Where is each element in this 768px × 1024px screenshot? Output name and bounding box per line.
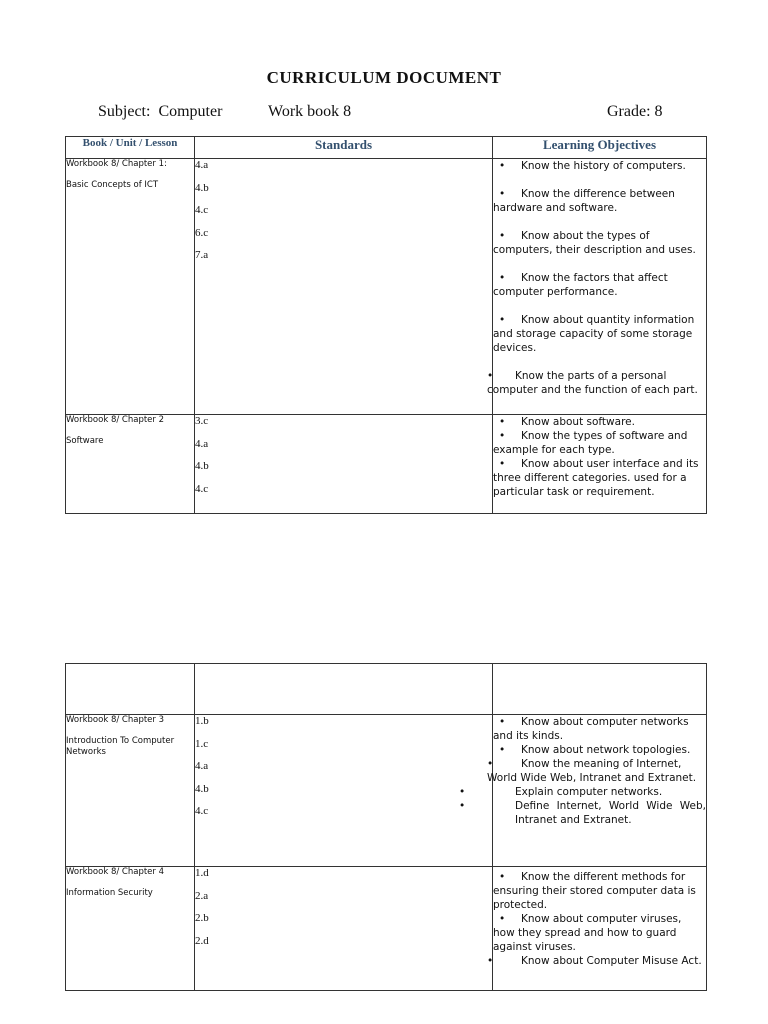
bullet-icon: • (499, 160, 506, 172)
objective-item: • Know the factors that affect computer performance. (493, 272, 668, 298)
standards-cell (195, 415, 493, 514)
bullet-icon: • (459, 786, 466, 798)
standard-code: 3.c (195, 415, 209, 427)
bullet-icon: • (487, 955, 494, 967)
curriculum-table-page-1 (65, 136, 707, 514)
objective-item: • Know about network topologies. (493, 743, 706, 757)
objective-item: • Know the meaning of Internet, World Wide Web, Intranet and Extranet. (487, 758, 697, 784)
lesson-cell (66, 715, 195, 867)
objective-item: • Know about quantity information and storage capacity of some storage devices. (493, 314, 695, 354)
table-header-row (66, 137, 707, 159)
column-header-standards: Standards (195, 137, 493, 159)
standard-code: 4.c (195, 482, 209, 495)
lesson-topic: Basic Concepts of ICT (66, 180, 159, 190)
objective-item: • Explain computer networks. (459, 786, 663, 798)
objective-item: • Know the different methods for ensuring their stored computer data is protected. (493, 871, 696, 911)
lesson-chapter: Workbook 8/ Chapter 4 (66, 867, 165, 877)
objective-item: • Define Internet, World Wide Web, Intranet and Extranet. (459, 800, 706, 826)
grade-label: Grade: 8 (607, 103, 663, 120)
standard-code: 4.a (195, 437, 209, 450)
lesson-cell (66, 867, 195, 991)
standard-code: 4.c (195, 204, 209, 216)
standard-code: 4.a (195, 159, 209, 171)
standards-cell (195, 715, 493, 867)
objective-item: • Know about computer networks and its kinds. (493, 716, 689, 742)
standard-code: 4.b (195, 460, 209, 472)
standard-code: 4.b (195, 181, 209, 194)
bullet-icon: • (499, 744, 506, 756)
workbook-label: Work book 8 (268, 103, 352, 120)
column-header-lesson: Book / Unit / Lesson (66, 137, 195, 159)
lesson-chapter: Workbook 8/ Chapter 3 (66, 715, 165, 725)
standard-code: 1.d (195, 867, 209, 879)
standard-code: 4.a (195, 760, 209, 772)
standards-cell (195, 159, 493, 415)
subject-line (98, 103, 352, 121)
bullet-icon: • (499, 913, 506, 925)
bullet-icon: • (499, 458, 506, 470)
objectives-cell (459, 715, 707, 867)
standard-code: 2.b (195, 912, 209, 924)
standard-code: 4.b (195, 782, 209, 795)
bullet-icon: • (499, 416, 506, 428)
lesson-topic: Information Security (66, 888, 153, 898)
lesson-topic: Software (66, 436, 104, 446)
curriculum-table-page-2 (65, 663, 707, 991)
empty-cell (195, 664, 493, 715)
lesson-cell (66, 159, 195, 415)
lesson-chapter: Workbook 8/ Chapter 1: (66, 159, 167, 169)
table-row (66, 715, 707, 867)
document-title: CURRICULUM DOCUMENT (266, 68, 502, 87)
standard-code: 7.a (195, 249, 209, 261)
objectives-cell (493, 415, 707, 514)
table-row (66, 159, 707, 415)
standards-cell (195, 867, 493, 991)
standard-code: 6.c (195, 226, 209, 239)
bullet-icon: • (459, 800, 466, 812)
standard-code: 1.c (195, 737, 209, 750)
empty-header-row (66, 664, 707, 715)
standard-code: 4.c (195, 805, 209, 817)
empty-cell (493, 664, 707, 715)
objectives-cell (487, 867, 707, 991)
objective-item: • Know about Computer Misuse Act. (487, 955, 702, 967)
standard-code: 2.d (195, 934, 209, 947)
bullet-icon: • (499, 230, 506, 242)
objective-item: • Know the parts of a personal computer and the function of each part. (487, 370, 698, 396)
objective-item: • Know about software. (493, 415, 706, 429)
standard-code: 1.b (195, 715, 209, 727)
standard-code: 2.a (195, 889, 209, 902)
objective-item: • Know the difference between hardware and software. (493, 188, 675, 214)
bullet-icon: • (487, 370, 494, 382)
bullet-icon: • (499, 716, 506, 728)
lesson-chapter: Workbook 8/ Chapter 2 (66, 415, 165, 425)
table-row (66, 415, 707, 514)
objective-item: • Know about computer viruses, how they spread and how to guard against viruses. (493, 913, 682, 953)
empty-cell (66, 664, 195, 715)
objective-item: • Know the history of computers. (493, 159, 706, 173)
column-header-objectives: Learning Objectives (493, 137, 707, 159)
objectives-cell (487, 159, 707, 415)
objective-item: • Know about user interface and its three different categories. used for a particular task or requirement. (493, 458, 699, 498)
bullet-icon: • (499, 430, 506, 442)
table-row (66, 867, 707, 991)
bullet-icon: • (499, 188, 506, 200)
lesson-cell (66, 415, 195, 514)
objective-item: • Know about the types of computers, their description and uses. (493, 230, 696, 256)
bullet-icon: • (499, 314, 506, 326)
lesson-topic: Introduction To Computer Networks (66, 736, 175, 757)
objective-item: • Know the types of software and example for each type. (493, 430, 688, 456)
bullet-icon: • (487, 758, 494, 770)
bullet-icon: • (499, 871, 506, 883)
subject-label: Subject: Computer (98, 103, 223, 120)
bullet-icon: • (499, 272, 506, 284)
